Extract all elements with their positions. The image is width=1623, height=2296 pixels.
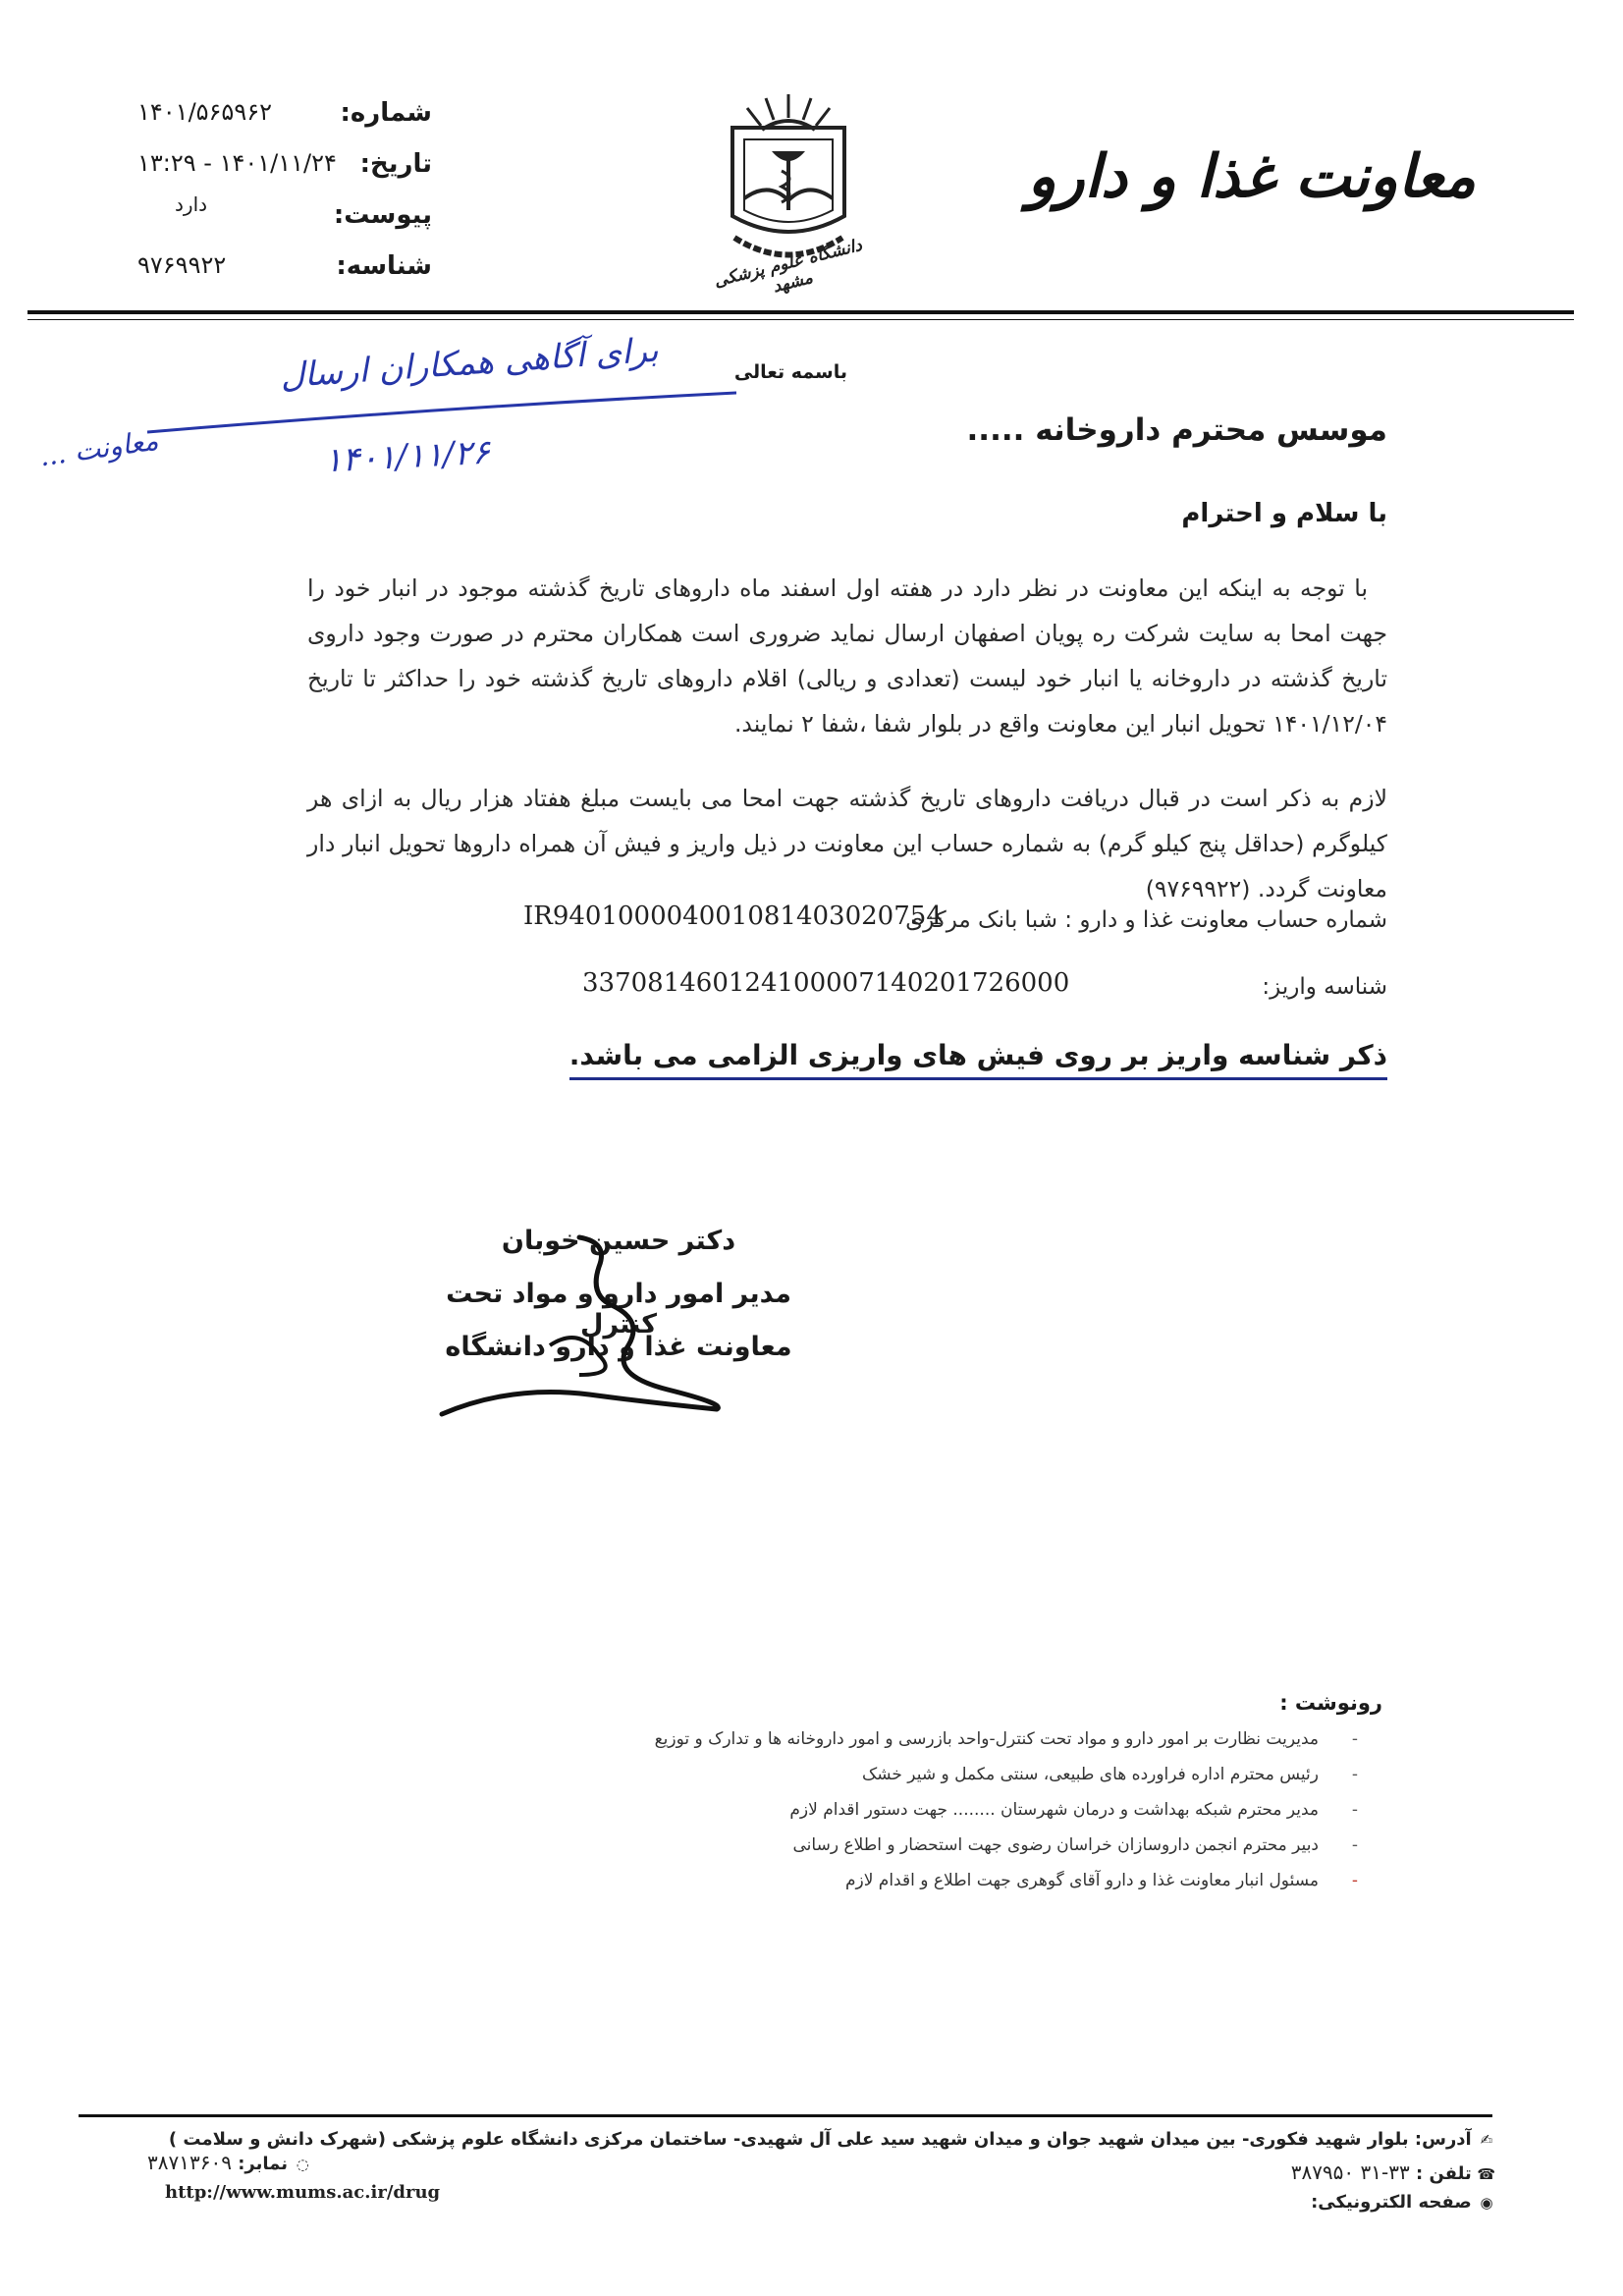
payment-id-label: شناسه واریز: bbox=[1262, 974, 1387, 1000]
web-label: صفحه الکترونیکی: bbox=[1311, 2192, 1472, 2213]
cc-title: رونوشت : bbox=[1279, 1691, 1382, 1715]
cc-list bbox=[592, 1728, 1358, 1905]
payment-id-row bbox=[307, 968, 1387, 1010]
greeting: با سلام و احترام bbox=[1181, 499, 1387, 528]
letter-id-label: شناسه: bbox=[336, 251, 432, 281]
basmala: باسمه تعالی bbox=[733, 361, 847, 383]
globe-icon: ◉ bbox=[1480, 2194, 1493, 2212]
cc-item-text: مدیر محترم شبکه بهداشت و درمان شهرستان ........ جهت دستور اقدام لازم bbox=[789, 1800, 1319, 1820]
account-number: IR940100004001081403020754 bbox=[523, 902, 943, 931]
account-row bbox=[307, 902, 1387, 943]
address-label: آدرس: bbox=[1414, 2129, 1472, 2150]
letter-metadata bbox=[137, 98, 432, 302]
header-divider-thin bbox=[27, 319, 1574, 320]
paragraph-1-text: با توجه به اینکه این معاونت در نظر دارد در هفته اول اسفند ماه داروهای تاریخ گذشته موجود در انبار خود را جهت امحا به سایت شرکت ره پویان اصفهان ارسال نماید ضروری است همکاران محترم در صورت وجود داروی تاریخ گذشته در داروخانه یا انبار خود لیست (تعدادی و ریالی) اقلام داروهای تاریخ گذشته خود را حداکثر تا تاریخ ۱۴۰۱/۱۲/۰۴ تحویل انبار این معاونت واقع در بلوار شفا ،شفا ۲ نمایند. bbox=[307, 574, 1387, 738]
handwritten-underline bbox=[147, 388, 736, 437]
body-paragraph-1 bbox=[307, 566, 1387, 746]
letter-date-label: تاریخ: bbox=[359, 149, 432, 179]
cc-item: - مسئول انبار معاونت غذا و دارو آقای گوهری جهت اطلاع و اقدام لازم bbox=[844, 1871, 1358, 1890]
letter-id-row bbox=[137, 251, 432, 302]
paragraph-2-text: لازم به ذکر است در قبال دریافت داروهای تاریخ گذشته جهت امحا می بایست مبلغ هفتاد هزار ریال به ازای هر کیلوگرم (حداقل پنج کیلو گرم) به شماره حساب این معاونت در ذیل واریز و فیش آن همراه داروها تحویل انبار دار معاونت گردد. (۹۷۶۹۹۲۲) bbox=[307, 785, 1387, 902]
cc-item: - دبیر محترم انجمن داروسازان خراسان رضوی جهت استحضار و اطلاع رسانی bbox=[792, 1835, 1358, 1855]
letter-number-row bbox=[137, 98, 432, 149]
letter-id-value: ۹۷۶۹۹۲۲ bbox=[137, 251, 227, 279]
body-paragraph-2 bbox=[307, 776, 1387, 911]
cc-item-text: مسئول انبار معاونت غذا و دارو آقای گوهری جهت اطلاع و اقدام لازم bbox=[844, 1871, 1319, 1890]
salutation: موسس محترم داروخانه ..... bbox=[966, 412, 1387, 448]
handwritten-note-line1: برای آگاهی همکاران ارسال bbox=[279, 330, 660, 397]
cc-item-text: دبیر محترم انجمن داروسازان خراسان رضوی جهت استحضار و اطلاع رسانی bbox=[792, 1835, 1319, 1855]
phone-number: ۳۳-۳۱ ۳۸۷۹۵۰ bbox=[1290, 2160, 1410, 2184]
handwritten-note-date: ۱۴۰۱/۱۱/۲۶ bbox=[323, 432, 491, 481]
payment-id-value: 337081460124100007140201726000 bbox=[582, 968, 1070, 998]
fax-icon: ◌ bbox=[296, 2156, 309, 2173]
fax-label: نمابر: bbox=[238, 2154, 288, 2174]
fax-number: ۳۸۷۱۳۶۰۹ bbox=[147, 2151, 232, 2174]
footer-address bbox=[169, 2129, 1495, 2150]
footer-phone bbox=[1291, 2160, 1495, 2184]
signatory-title-2: معاونت غذا و دارو دانشگاه bbox=[445, 1332, 792, 1362]
cc-item: - رئیس محترم اداره فراورده های طبیعی، سنتی مکمل و شیر خشک bbox=[862, 1765, 1358, 1784]
signatory-title-1: مدیر امور دارو و مواد تحت کنترل bbox=[446, 1279, 791, 1339]
phone-label: تلفن : bbox=[1415, 2163, 1472, 2184]
signatory-name: دکتر حسین خوبان bbox=[501, 1226, 736, 1256]
website-link[interactable]: http://www.mums.ac.ir/drug bbox=[165, 2182, 441, 2203]
letter-attachment-row bbox=[137, 192, 432, 251]
letter-date-value: ۱۳:۲۹ - ۱۴۰۱/۱۱/۲۴ bbox=[137, 149, 337, 177]
handwritten-signature bbox=[432, 1228, 746, 1424]
cc-item-text: رئیس محترم اداره فراورده های طبیعی، سنتی مکمل و شیر خشک bbox=[862, 1765, 1319, 1784]
footer-fax bbox=[147, 2151, 311, 2174]
letter-attachment-label: پیوست: bbox=[333, 200, 432, 230]
cc-item-text: مدیریت نظارت بر امور دارو و مواد تحت کنترل-واحد بازرسی و امور داروخانه ها و تدارک و توزیع bbox=[654, 1729, 1319, 1749]
phone-icon: ☎ bbox=[1477, 2165, 1495, 2183]
payment-notice: ذکر شناسه واریز بر روی فیش های واریزی الزامی می باشد. bbox=[569, 1039, 1387, 1080]
handwritten-note-line3: معاونت ... bbox=[37, 423, 161, 473]
account-label: شماره حساب معاونت غذا و دارو : شبا بانک مرکزی bbox=[905, 907, 1387, 933]
header-divider-thick bbox=[27, 310, 1574, 314]
letter-number-label: شماره: bbox=[340, 98, 432, 128]
address-text: بلوار شهید فکوری- بین میدان شهید جوان و میدان شهید سید علی آل شهیدی- ساختمان مرکزی دانشگاه علوم پزشکی (شهرک دانش و سلامت ) bbox=[168, 2129, 1409, 2150]
address-icon: ✍ bbox=[1480, 2131, 1493, 2149]
footer-web bbox=[1311, 2192, 1495, 2213]
cc-item: - مدیریت نظارت بر امور دارو و مواد تحت کنترل-واحد بازرسی و امور داروخانه ها و تدارک و توزیع bbox=[654, 1729, 1358, 1749]
logo-caption: دانشگاه علوم پزشکی مشهد bbox=[712, 235, 864, 298]
letter-attachment-value: دارد bbox=[175, 192, 208, 216]
letter-number-value: ۱۴۰۱/۵۶۵۹۶۲ bbox=[137, 98, 272, 126]
footer-divider bbox=[79, 2114, 1492, 2117]
organization-name: معاونت غذا و دارو bbox=[1027, 142, 1476, 211]
cc-item: - مدیر محترم شبکه بهداشت و درمان شهرستان ........ جهت دستور اقدام لازم bbox=[789, 1800, 1358, 1820]
